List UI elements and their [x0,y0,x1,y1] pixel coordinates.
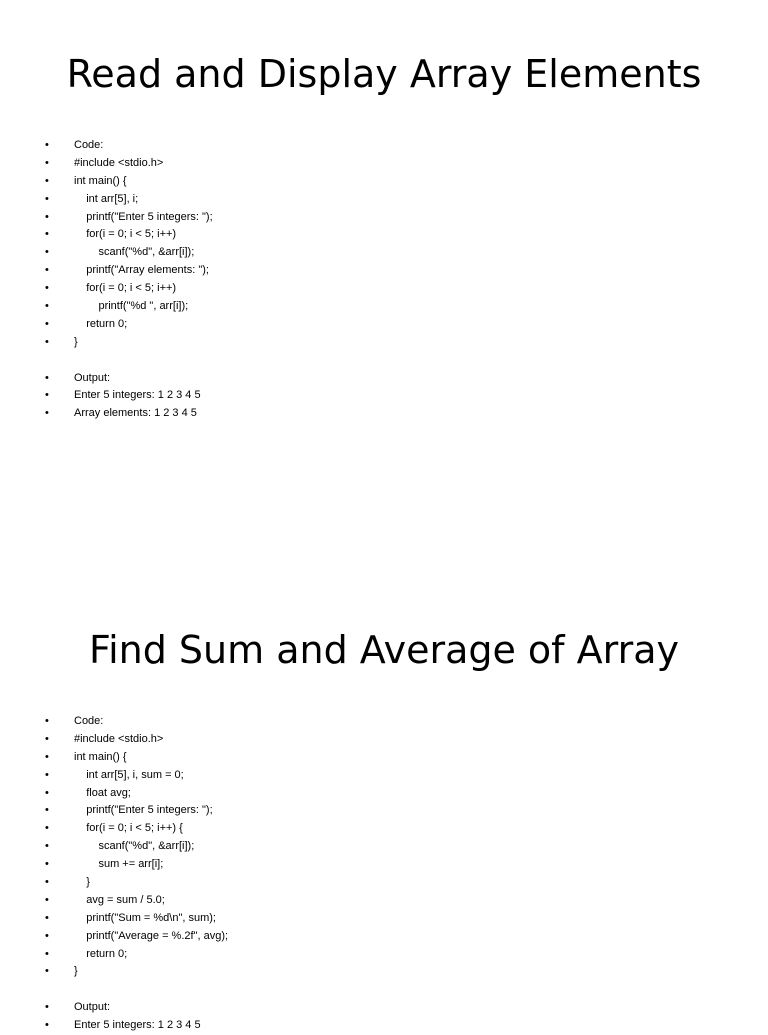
slide-title: Read and Display Array Elements [66,52,702,96]
code-line: • for(i = 0; i < 5; i++) [40,226,213,244]
code-line: • Code: [40,137,213,155]
code-line: • scanf("%d", &arr[i]); [40,838,228,856]
code-line: • scanf("%d", &arr[i]); [40,244,213,262]
code-line: • int main() { [40,173,213,191]
code-line: • int arr[5], i, sum = 0; [40,767,228,785]
code-line: • Code: [40,713,228,731]
code-line: • } [40,334,213,352]
code-line: • int main() { [40,749,228,767]
code-line: • } [40,874,228,892]
code-line: • } [40,963,228,981]
output-line: • Output: [40,999,228,1017]
code-line: • int arr[5], i; [40,191,213,209]
output-line: • Enter 5 integers: 1 2 3 4 5 [40,387,213,405]
code-line: • for(i = 0; i < 5; i++) { [40,820,228,838]
code-line: • printf("Average = %.2f", avg); [40,928,228,946]
output-line: • Enter 5 integers: 1 2 3 4 5 [40,1017,228,1035]
code-line: • printf("Sum = %d\n", sum); [40,910,228,928]
code-line: • printf("%d ", arr[i]); [40,298,213,316]
code-line: • for(i = 0; i < 5; i++) [40,280,213,298]
code-line: • sum += arr[i]; [40,856,228,874]
bullet-list [40,137,213,423]
output-line: • Output: [40,370,213,388]
slide-title: Find Sum and Average of Array [89,628,679,672]
code-line: • printf("Array elements: "); [40,262,213,280]
code-line: • printf("Enter 5 integers: "); [40,209,213,227]
code-line: • return 0; [40,946,228,964]
code-line: • return 0; [40,316,213,334]
code-line: • printf("Enter 5 integers: "); [40,802,228,820]
code-line: • avg = sum / 5.0; [40,892,228,910]
output-line: • Array elements: 1 2 3 4 5 [40,405,213,423]
code-line: • #include <stdio.h> [40,155,213,173]
code-line: • float avg; [40,785,228,803]
code-line: • #include <stdio.h> [40,731,228,749]
bullet-list [40,713,228,1035]
